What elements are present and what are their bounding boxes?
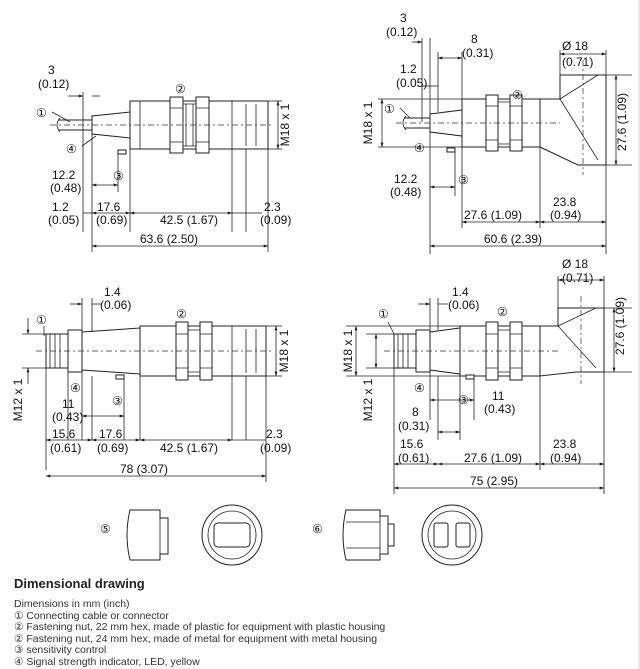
marker-1: ① [378,307,389,321]
marker-2: ② [176,307,187,321]
detail-5-lens-window [214,523,250,547]
dim-1-2-inch: (0.05) [396,76,428,90]
marker-1: ① [36,106,47,120]
dim-8: 8 [471,32,478,46]
dim-11-inch: (0.43) [484,402,516,416]
dim-11: 11 [492,389,505,403]
dim-17-6: 17.6 [97,200,121,214]
detail-5-side-view [127,510,168,560]
legend-line: Dimensions in mm (inch) [14,598,130,610]
dim-60-6: 60.6 (2.39) [484,232,543,246]
marker-3: ③ [113,169,124,183]
detail-5 [100,505,262,565]
dim-75: 75 (2.95) [470,474,519,488]
m18-thread-label: M18 x 1 [361,101,375,145]
view-top-left [36,63,292,252]
dim-23-8-inch: (0.94) [550,208,582,222]
marker-2: ② [512,88,523,102]
dim-d18-inch: (0.71) [562,55,594,69]
dim-1-2: 1.2 [52,200,69,214]
detail-6-side-view [343,510,388,560]
marker-4: ④ [66,142,77,156]
m18-thread-label: M18 x 1 [277,329,291,373]
marker-2: ② [497,305,508,319]
dim-8-inch: (0.31) [462,46,494,60]
dim-11: 11 [62,397,75,411]
detail-6-lens-right [456,523,470,547]
dim-12-2: 12.2 [52,168,76,182]
detail-6-lens-left [434,523,448,547]
dim-11-inch: (0.43) [52,410,84,424]
dim-1-4: 1.4 [104,285,121,299]
dim-8: 8 [412,405,419,419]
dim-2-3: 2.3 [264,200,281,214]
dim-2-3: 2.3 [266,427,283,441]
view-middle-right [341,257,632,494]
marker-1: ① [384,102,395,116]
dim-1-4: 1.4 [452,285,469,299]
marker-4: ④ [414,381,425,395]
dim-27-6-vertical: 27.6 (1.09) [613,296,627,356]
dim-12-2-inch: (0.48) [390,185,422,199]
m12-thread-label: M12 x 1 [361,378,375,422]
legend-line: ① Connecting cable or connector [14,609,169,622]
dim-42-5: 42.5 (1.67) [160,441,219,455]
detail-6-front-outer [422,505,482,565]
marker-3: ③ [458,393,469,407]
dim-1-4-inch: (0.06) [100,298,132,312]
dim-42-5: 42.5 (1.67) [160,213,219,227]
dim-2-3-inch: (0.09) [260,213,292,227]
dim-12-2-inch: (0.48) [50,181,82,195]
marker-4: ④ [414,141,425,155]
legend-line: ④ Signal strength indicator, LED, yellow [14,655,200,668]
dim-23-8: 23.8 [553,437,577,451]
dim-27-6-vertical: 27.6 (1.09) [615,92,629,152]
dim-23-8: 23.8 [553,195,577,209]
dim-12-2: 12.2 [394,172,418,186]
dim-3: 3 [48,63,55,77]
m12-thread-label: M12 x 1 [11,378,25,422]
dim-15-6: 15.6 [52,427,76,441]
dim-1-2: 1.2 [400,62,417,76]
dim-1-2-inch: (0.05) [48,213,80,227]
housing [462,99,540,147]
m18-thread-label: M18 x 1 [341,329,355,373]
dim-27-6-horizontal: 27.6 (1.09) [464,208,523,222]
dim-23-8-inch: (0.94) [550,451,582,465]
dim-27-6-horizontal: 27.6 (1.09) [464,451,523,465]
m18-thread-label: M18 x 1 [278,103,292,147]
dim-15-6: 15.6 [400,437,424,451]
marker-1: ① [36,313,47,327]
dim-d18: Ø 18 [562,257,589,271]
dim-1-4-inch: (0.06) [448,298,480,312]
legend-line: ② Fastening nut, 24 mm hex, made of metal for equipment with metal housing [14,632,378,645]
legend-line: ② Fastening nut, 22 mm hex, made of plastic for equipment with plastic housing [14,621,386,633]
view-top-right [361,11,632,254]
dim-17-6: 17.6 [99,427,123,441]
dim-2-3-inch: (0.09) [260,441,292,455]
dim-78: 78 (3.07) [120,462,169,476]
top-edge [0,0,640,4]
marker-3: ③ [112,394,123,408]
marker-2: ② [175,82,186,96]
marker-5: ⑤ [100,522,111,536]
dim-15-6-inch: (0.61) [50,441,82,455]
dim-d18: Ø 18 [562,39,589,53]
dim-3: 3 [400,11,407,25]
dim-63-6: 63.6 (2.50) [140,232,199,246]
marker-4: ④ [70,381,81,395]
dim-d18-inch: (0.71) [562,271,594,285]
marker-6: ⑥ [312,522,323,536]
dim-3-inch: (0.12) [38,77,70,91]
dim-3-inch: (0.12) [386,25,418,39]
view-middle-left [11,285,291,482]
legend-heading: Dimensional drawing [14,576,145,591]
dim-15-6-inch: (0.61) [398,451,430,465]
detail-5-front-outer [202,505,262,565]
legend-line: ③ sensitivity control [14,644,107,656]
detail-6 [312,505,482,565]
dim-8-inch: (0.31) [398,419,430,433]
legend [14,576,624,668]
dim-17-6-inch: (0.69) [97,441,129,455]
marker-3: ③ [458,173,469,187]
dim-17-6-inch: (0.69) [96,213,128,227]
